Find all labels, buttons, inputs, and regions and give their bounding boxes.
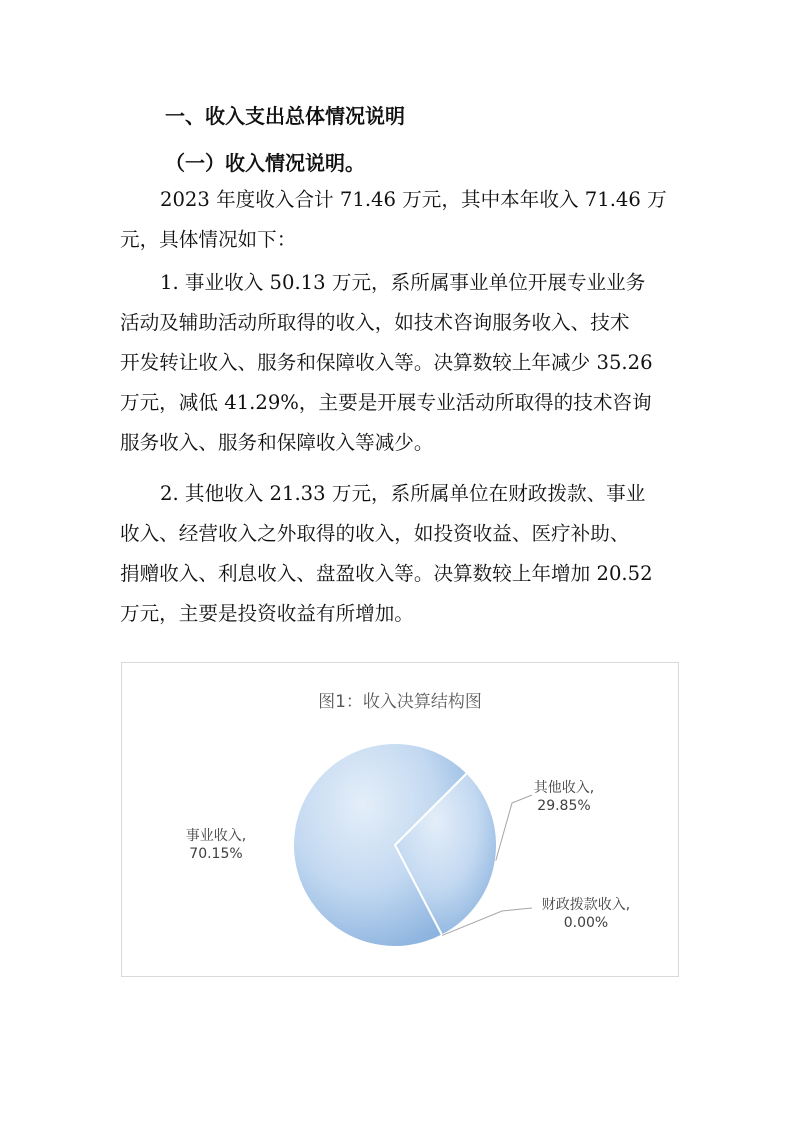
chart-title: 图1：收入决算结构图 [318,692,482,712]
slice-value-other-income: 29.85% [537,798,591,814]
text-line: 元，具体情况如下： [120,228,297,251]
slice-label-business-income: 事业收入, [185,828,247,844]
subsection-heading: （一）收入情况说明。 [165,151,365,175]
text-line: 服务收入、服务和保障收入等减少。 [120,431,434,454]
slice-value-business-income: 70.15% [189,846,243,862]
paragraph-total-income [120,180,690,260]
text-line: 开发转让收入、服务和保障收入等。决算数较上年减少 35.26 [120,351,653,374]
slice-label-other-income: 其他收入, [533,780,595,796]
paragraph-business-income [120,263,690,463]
text-line: 1. 事业收入 50.13 万元，系所属事业单位开展专业业务 [160,271,646,294]
text-line: 活动及辅助活动所取得的收入，如技术咨询服务收入、技术 [120,311,630,334]
slice-label-fiscal-appropriation: 财政拨款收入, [541,897,631,913]
paragraph-other-income [120,474,690,634]
slice-value-fiscal-appropriation: 0.00% [563,915,609,931]
section-heading: 一、收入支出总体情况说明 [165,104,405,128]
income-structure-chart [121,662,679,977]
text-line: 2. 其他收入 21.33 万元，系所属单位在财政拨款、事业 [160,482,646,505]
leader-line-other-income [496,795,532,860]
text-line: 2023 年度收入合计 71.46 万元，其中本年收入 71.46 万 [160,188,667,211]
text-line: 捐赠收入、利息收入、盘盈收入等。决算数较上年增加 20.52 [120,562,653,585]
text-line: 万元，主要是投资收益有所增加。 [120,602,414,625]
text-line: 收入、经营收入之外取得的收入，如投资收益、医疗补助、 [120,522,630,545]
text-line: 万元，减低 41.29%，主要是开展专业活动所取得的技术咨询 [120,391,652,414]
pie-chart [122,663,678,976]
